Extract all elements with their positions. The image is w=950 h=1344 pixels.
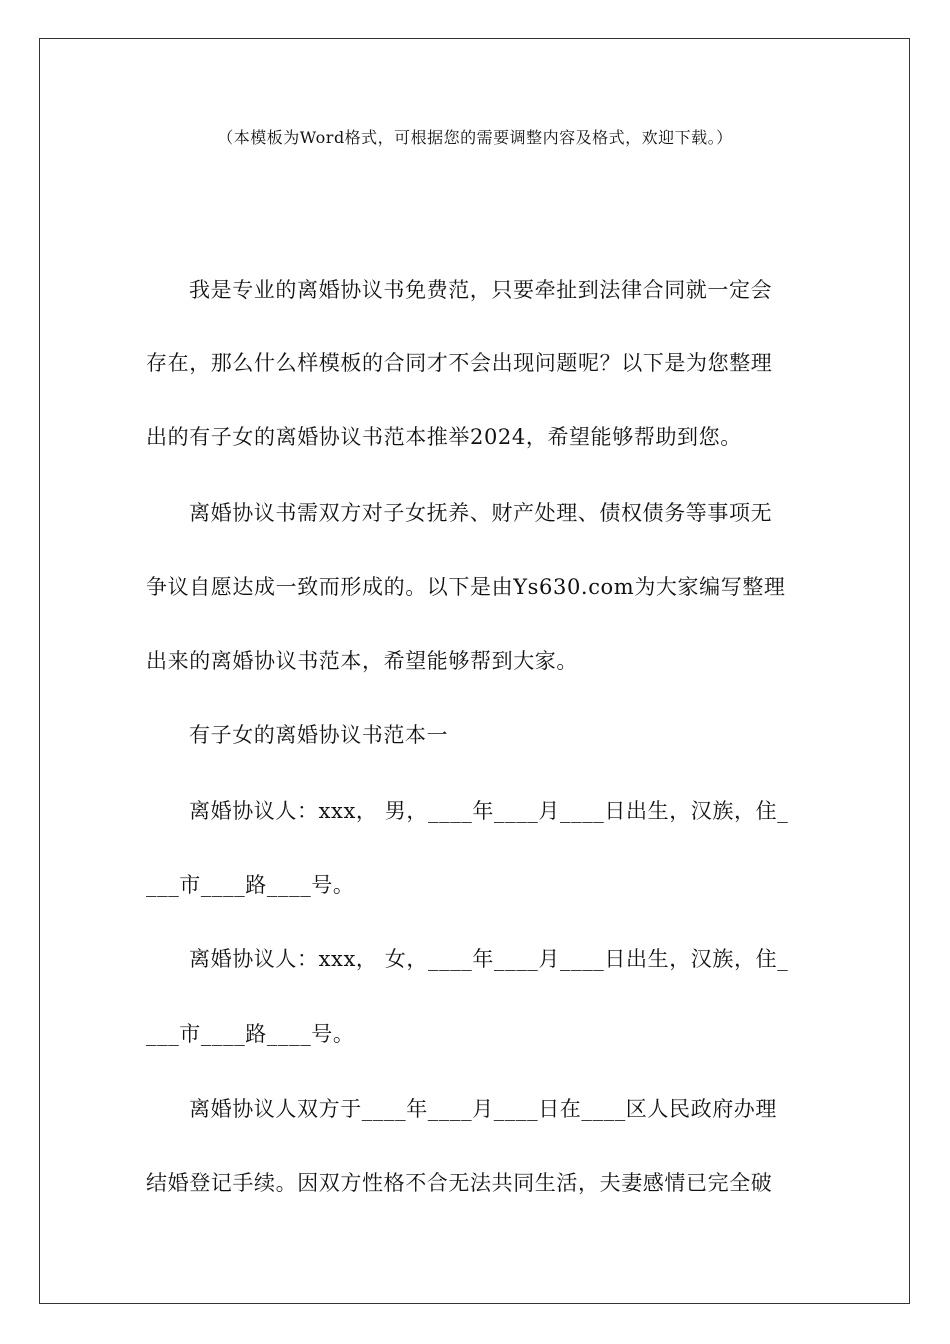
paragraph-line: 出来的离婚协议书范本，希望能够帮到大家。 [146, 649, 578, 673]
paragraph-line: 离婚协议人：xxx， 女，____年____月____日出生，汉族，住_ [189, 947, 789, 971]
paragraph-line: ___市____路____号。 [146, 873, 355, 897]
paragraph-line: 争议自愿达成一致而形成的。以下是由Ys630.com为大家编写整理 [146, 575, 786, 599]
paragraph-line: 结婚登记手续。因双方性格不合无法共同生活，夫妻感情已完全破 [146, 1171, 773, 1195]
paragraph-line: 离婚协议人：xxx， 男，____年____月____日出生，汉族，住_ [189, 799, 789, 823]
paragraph-line: 出的有子女的离婚协议书范本推举2024，希望能够帮助到您。 [146, 425, 742, 449]
paragraph-line: 存在，那么什么样模板的合同才不会出现问题呢？以下是为您整理 [146, 351, 773, 375]
paragraph-line: 我是专业的离婚协议书免费范，只要牵扯到法律合同就一定会 [189, 278, 773, 302]
template-note: （本模板为Word格式，可根据您的需要调整内容及格式，欢迎下载。） [217, 128, 733, 147]
paragraph-line: 离婚协议人双方于____年____月____日在____区人民政府办理 [189, 1097, 777, 1121]
paragraph-line: 离婚协议书需双方对子女抚养、财产处理、债权债务等事项无 [189, 501, 773, 525]
paragraph-line: ___市____路____号。 [146, 1022, 355, 1046]
section-heading: 有子女的离婚协议书范本一 [189, 723, 449, 747]
